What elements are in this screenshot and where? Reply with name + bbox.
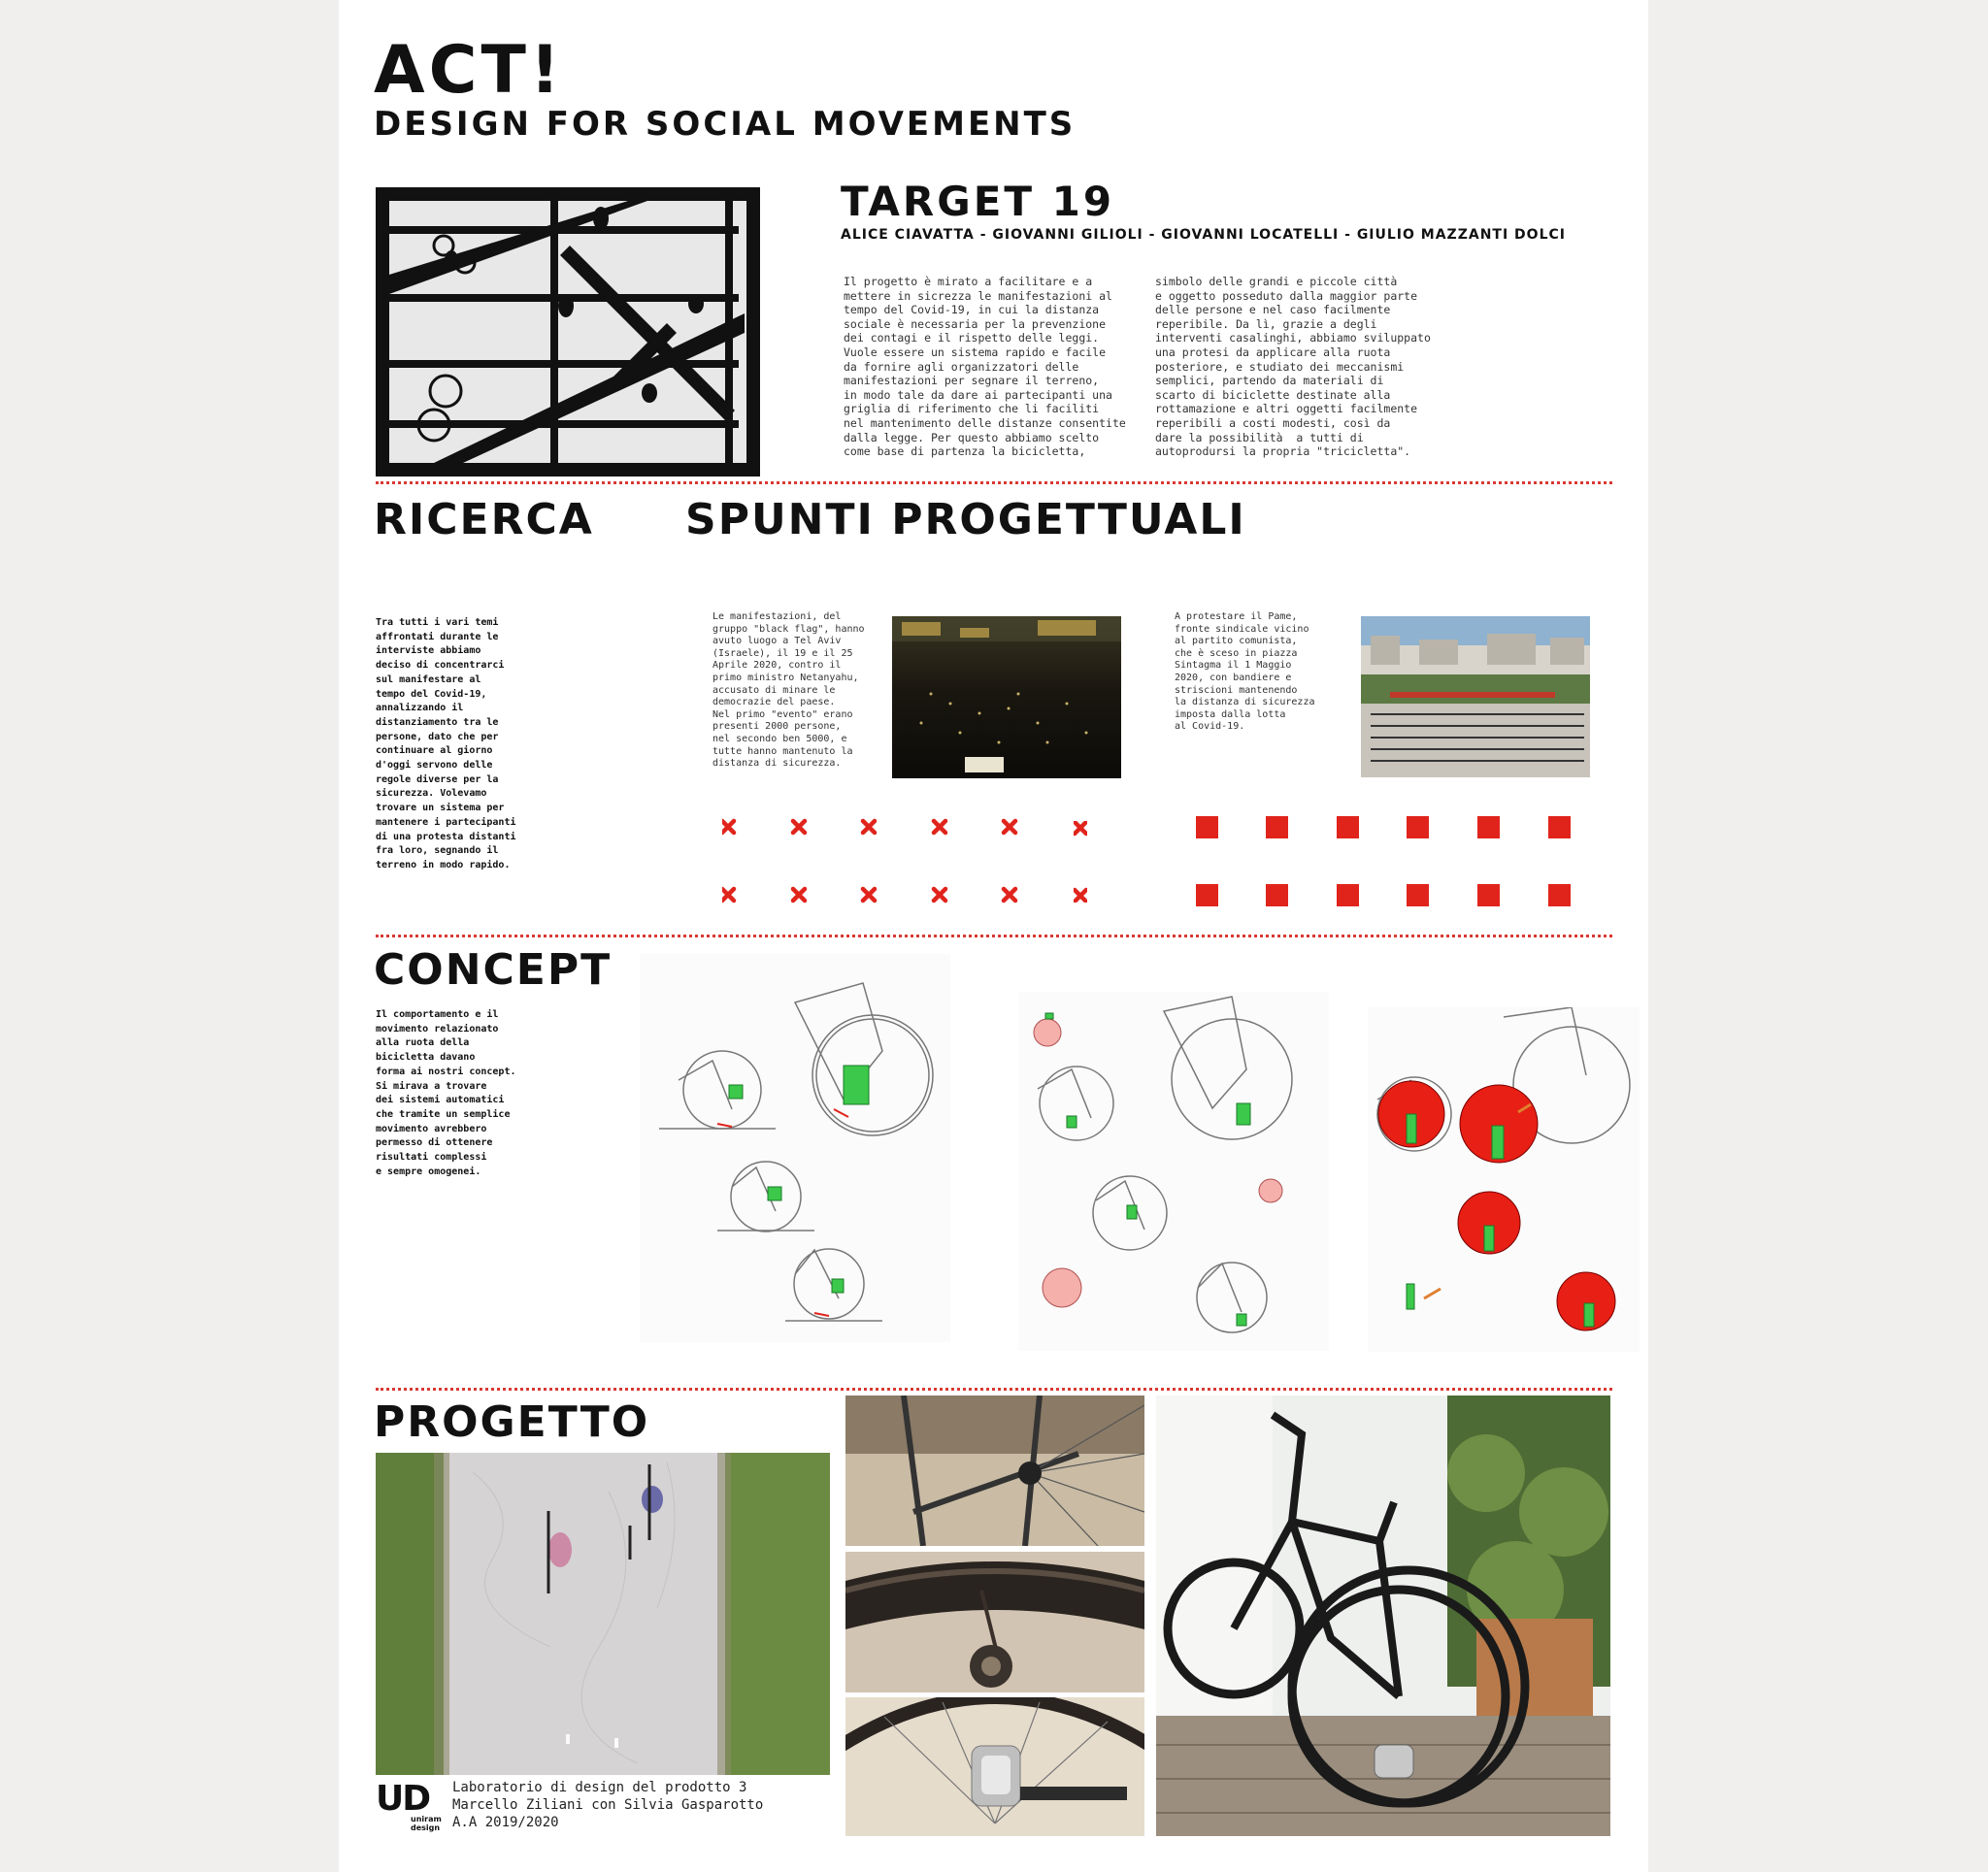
poster-subtitle: DESIGN FOR SOCIAL MOVEMENTS: [374, 105, 1077, 144]
section-divider-1: [376, 481, 1612, 484]
course-credits: Laboratorio di design del prodotto 3 Marcello Ziliani con Silvia Gasparotto A.A 2019/2020: [452, 1780, 764, 1830]
case-study-2-text: A protestare il Pame, fronte sindicale vicino al partito comunista, che è sceso in piazza Sintagma il 1 Maggio 2020, con bandiere e striscioni mantenendo la distanza di sicurezza imposta dalla lotta al Covid-19.: [1175, 611, 1315, 733]
section-divider-2: [376, 935, 1612, 937]
bike-stamp-device-photo: [845, 1697, 1144, 1836]
ricerca-text: Tra tutti i vari temi affrontati durante le interviste abbiamo deciso di concentrarci sul manifestare al tempo del Covid-19, annalizzando il distanziamento tra le persone, dato che per continuare al giorno d'oggi servono delle regole diverse per la sicurezza. Volevamo trovare un sistema per mantenere i partecipanti di una protesta distanti fra loro, segnando il terreno in modo rapido.: [376, 617, 516, 870]
cross-marker-extra: [1074, 821, 1087, 903]
uniram-design-logo: [376, 1779, 442, 1850]
poster-title: ACT!: [374, 32, 564, 109]
concept-sketch-1: [640, 954, 950, 1342]
progetto-title: PROGETTO: [374, 1397, 650, 1447]
bike-mechanism-photo-1: [845, 1396, 1144, 1546]
cyclists-aerial-photo: [376, 187, 760, 476]
logo-caption: uniram design: [411, 1815, 442, 1832]
spunti-title: SPUNTI PROGETTUALI: [685, 495, 1246, 544]
concept-sketch-2: [1018, 992, 1329, 1351]
cross-markers-grid: [722, 813, 1062, 910]
concept-text: Il comportamento e il movimento relazionato alla ruota della bicicletta davano forma ai nostri concept. Si mirava a trovare dei sistemi automatici che tramite un semplice movimento avrebbero permesso di ottenere risultati complessi e sempre omogenei.: [376, 1009, 516, 1177]
aerial-road-cyclists-photo: [376, 1453, 830, 1775]
section-divider-3: [376, 1388, 1612, 1391]
target-authors: ALICE CIAVATTA - GIOVANNI GILIOLI - GIOVANNI LOCATELLI - GIULIO MAZZANTI DOLCI: [841, 227, 1566, 243]
prototype-bicycle-photo: [1156, 1396, 1610, 1836]
case-study-1-text: Le manifestazioni, del gruppo "black flag", hanno avuto luogo a Tel Aviv (Israele), il 19 e il 25 Aprile 2020, contro il primo ministro Netanyahu, accusato di minare le democrazie del paese. Nel primo "evento" erano presenti 2000 persone, nel secondo ben 5000, e tutte hanno mantenuto la distanza di sicurezza.: [712, 611, 865, 770]
logo-mark: UD: [376, 1779, 430, 1819]
tel-aviv-protest-photo: [892, 616, 1121, 778]
ricerca-title: RICERCA: [374, 495, 594, 544]
target-title: TARGET 19: [841, 178, 1115, 225]
target-text-column-1: Il progetto è mirato a facilitare e a mettere in sicrezza le manifestazioni al tempo del Covid-19, in cui la distanza sociale è necessaria per la prevenzione dei contagi e il rispetto delle leggi. Vuole essere un sistema rapido e facile da fornire agli organizzatori delle manifestazioni per segnare il terreno, in modo tale da dare ai partecipanti una griglia di riferimento che li faciliti nel mantenimento delle distanze consentite dalla legge. Per questo abbiamo scelto come base di partenza la bicicletta,: [844, 275, 1126, 459]
concept-sketch-3: [1368, 1007, 1640, 1352]
poster-sheet: [339, 0, 1648, 1872]
square-markers-grid: [1196, 814, 1574, 911]
concept-title: CONCEPT: [374, 945, 613, 995]
target-text-column-2: simbolo delle grandi e piccole città e oggetto posseduto dalla maggior parte delle persone e nel caso facilmente reperibile. Da lì, grazie a degli interventi casalinghi, abbiamo sviluppato una protesi da applicare alla ruota posteriore, e studiato dei meccanismi semplici, partendo da materiali di scarto di biciclette destinate alla rottamazione e altri oggetti facilmente reperibili a costi modesti, così da dare la possibilità a tutti di autoprodursi la propria "tricicletta".: [1155, 275, 1431, 459]
syntagma-square-protest-photo: [1361, 616, 1590, 777]
bike-tire-stamp-photo: [845, 1552, 1144, 1692]
cross-marker-icons: [722, 821, 1062, 901]
